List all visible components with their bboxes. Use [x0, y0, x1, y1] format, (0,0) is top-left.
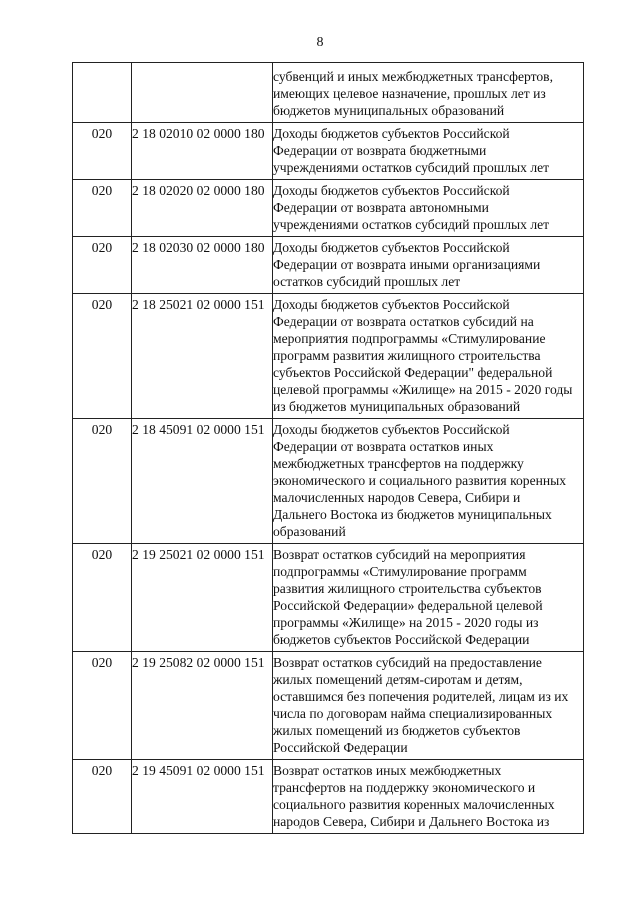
- table-row: [73, 180, 584, 237]
- table-row: [73, 760, 584, 834]
- table-row: [73, 237, 584, 294]
- revenue-name-line: остатков субсидий прошлых лет: [273, 274, 461, 289]
- revenue-name-line: жилых помещений детям-сиротам и детям,: [273, 672, 523, 687]
- budget-code-cell: 2 18 25021 02 0000 151: [132, 294, 273, 419]
- revenue-name-line: Федерации от возврата автономными: [273, 200, 489, 215]
- budget-code-cell: 2 19 25082 02 0000 151: [132, 652, 273, 760]
- revenue-name-line: субвенций и иных межбюджетных трансфертов,: [273, 69, 553, 84]
- admin-code-cell: 020: [73, 419, 132, 544]
- budget-code-cell: 2 18 02010 02 0000 180: [132, 123, 273, 180]
- revenue-name-line: Федерации от возврата иными организациями: [273, 257, 541, 272]
- revenue-name-line: программ развития жилищного строительства: [273, 348, 541, 363]
- revenue-name-line: экономического и социального развития коренных: [273, 473, 567, 488]
- revenue-name-line: развития жилищного строительства субъектов: [273, 581, 542, 596]
- revenue-name-line: Доходы бюджетов субъектов Российской: [273, 183, 510, 198]
- revenue-name-line: программы «Жилище» на 2015 - 2020 годы из: [273, 615, 539, 630]
- revenue-name-line: Доходы бюджетов субъектов Российской: [273, 297, 510, 312]
- revenue-name-line: имеющих целевое назначение, прошлых лет из: [273, 86, 546, 101]
- revenue-name-cell: [273, 294, 584, 419]
- table-row: [73, 63, 584, 123]
- admin-code-cell: [73, 63, 132, 123]
- page-number: 8: [316, 35, 324, 50]
- revenue-name-line: учреждениями остатков субсидий прошлых лет: [273, 217, 550, 232]
- revenue-name-line: Доходы бюджетов субъектов Российской: [273, 126, 510, 141]
- budget-code-cell: 2 19 45091 02 0000 151: [132, 760, 273, 834]
- revenue-name-line: целевой программы «Жилище» на 2015 - 2020 годы: [273, 382, 573, 397]
- revenue-name-cell: [273, 652, 584, 760]
- table-row: [73, 544, 584, 652]
- admin-code-cell: 020: [73, 180, 132, 237]
- revenue-name-line: числа по договорам найма специализированных: [273, 706, 553, 721]
- revenue-name-line: Возврат остатков иных межбюджетных: [273, 763, 502, 778]
- revenue-name-line: Доходы бюджетов субъектов Российской: [273, 240, 510, 255]
- revenue-name-cell: [273, 544, 584, 652]
- revenue-name-cell: [273, 63, 584, 123]
- budget-code-cell: 2 19 25021 02 0000 151: [132, 544, 273, 652]
- revenue-name-line: бюджетов муниципальных образований: [273, 103, 505, 118]
- revenue-name-line: межбюджетных трансфертов на поддержку: [273, 456, 524, 471]
- revenue-name-line: субъектов Российской Федерации" федеральной: [273, 365, 553, 380]
- revenue-name-line: жилых помещений из бюджетов субъектов: [273, 723, 521, 738]
- budget-code-cell: 2 18 02030 02 0000 180: [132, 237, 273, 294]
- admin-code-cell: 020: [73, 652, 132, 760]
- admin-code-cell: 020: [73, 237, 132, 294]
- budget-code-cell: 2 18 45091 02 0000 151: [132, 419, 273, 544]
- revenue-name-line: подпрограммы «Стимулирование программ: [273, 564, 527, 579]
- revenue-name-cell: [273, 123, 584, 180]
- revenue-name-line: Федерации от возврата остатков иных: [273, 439, 494, 454]
- revenue-name-line: мероприятия подпрограммы «Стимулирование: [273, 331, 546, 346]
- revenue-name-line: учреждениями остатков субсидий прошлых лет: [273, 160, 550, 175]
- revenue-name-line: бюджетов субъектов Российской Федерации: [273, 632, 530, 647]
- admin-code-cell: 020: [73, 760, 132, 834]
- revenue-name-line: Возврат остатков субсидий на предоставление: [273, 655, 542, 670]
- revenue-name-line: Федерации от возврата бюджетными: [273, 143, 487, 158]
- revenue-name-line: трансфертов на поддержку экономического и: [273, 780, 536, 795]
- revenue-name-line: социального развития коренных малочисленных: [273, 797, 555, 812]
- table-row: [73, 419, 584, 544]
- revenue-name-line: Дальнего Востока из бюджетов муниципальных: [273, 507, 552, 522]
- revenue-name-line: Российской Федерации: [273, 740, 408, 755]
- revenue-name-line: оставшимся без попечения родителей, лицам из их: [273, 689, 569, 704]
- admin-code-cell: 020: [73, 294, 132, 419]
- revenue-name-line: образований: [273, 524, 346, 539]
- revenue-name-line: Доходы бюджетов субъектов Российской: [273, 422, 510, 437]
- revenue-name-line: Российской Федерации» федеральной целевой: [273, 598, 543, 613]
- revenue-name-cell: [273, 237, 584, 294]
- revenue-name-line: Федерации от возврата остатков субсидий на: [273, 314, 534, 329]
- budget-code-cell: 2 18 02020 02 0000 180: [132, 180, 273, 237]
- revenue-name-cell: [273, 760, 584, 834]
- revenue-name-line: малочисленных народов Севера, Сибири и: [273, 490, 521, 505]
- revenue-name-line: Возврат остатков субсидий на мероприятия: [273, 547, 526, 562]
- admin-code-cell: 020: [73, 544, 132, 652]
- budget-code-cell: [132, 63, 273, 123]
- budget-classification-table: [72, 62, 584, 834]
- table-row: [73, 294, 584, 419]
- revenue-name-cell: [273, 180, 584, 237]
- admin-code-cell: 020: [73, 123, 132, 180]
- table-row: [73, 652, 584, 760]
- table-row: [73, 123, 584, 180]
- table-body: [73, 63, 584, 834]
- revenue-name-line: из бюджетов муниципальных образований: [273, 399, 521, 414]
- revenue-name-line: народов Севера, Сибири и Дальнего Востока из: [273, 814, 550, 829]
- revenue-name-cell: [273, 419, 584, 544]
